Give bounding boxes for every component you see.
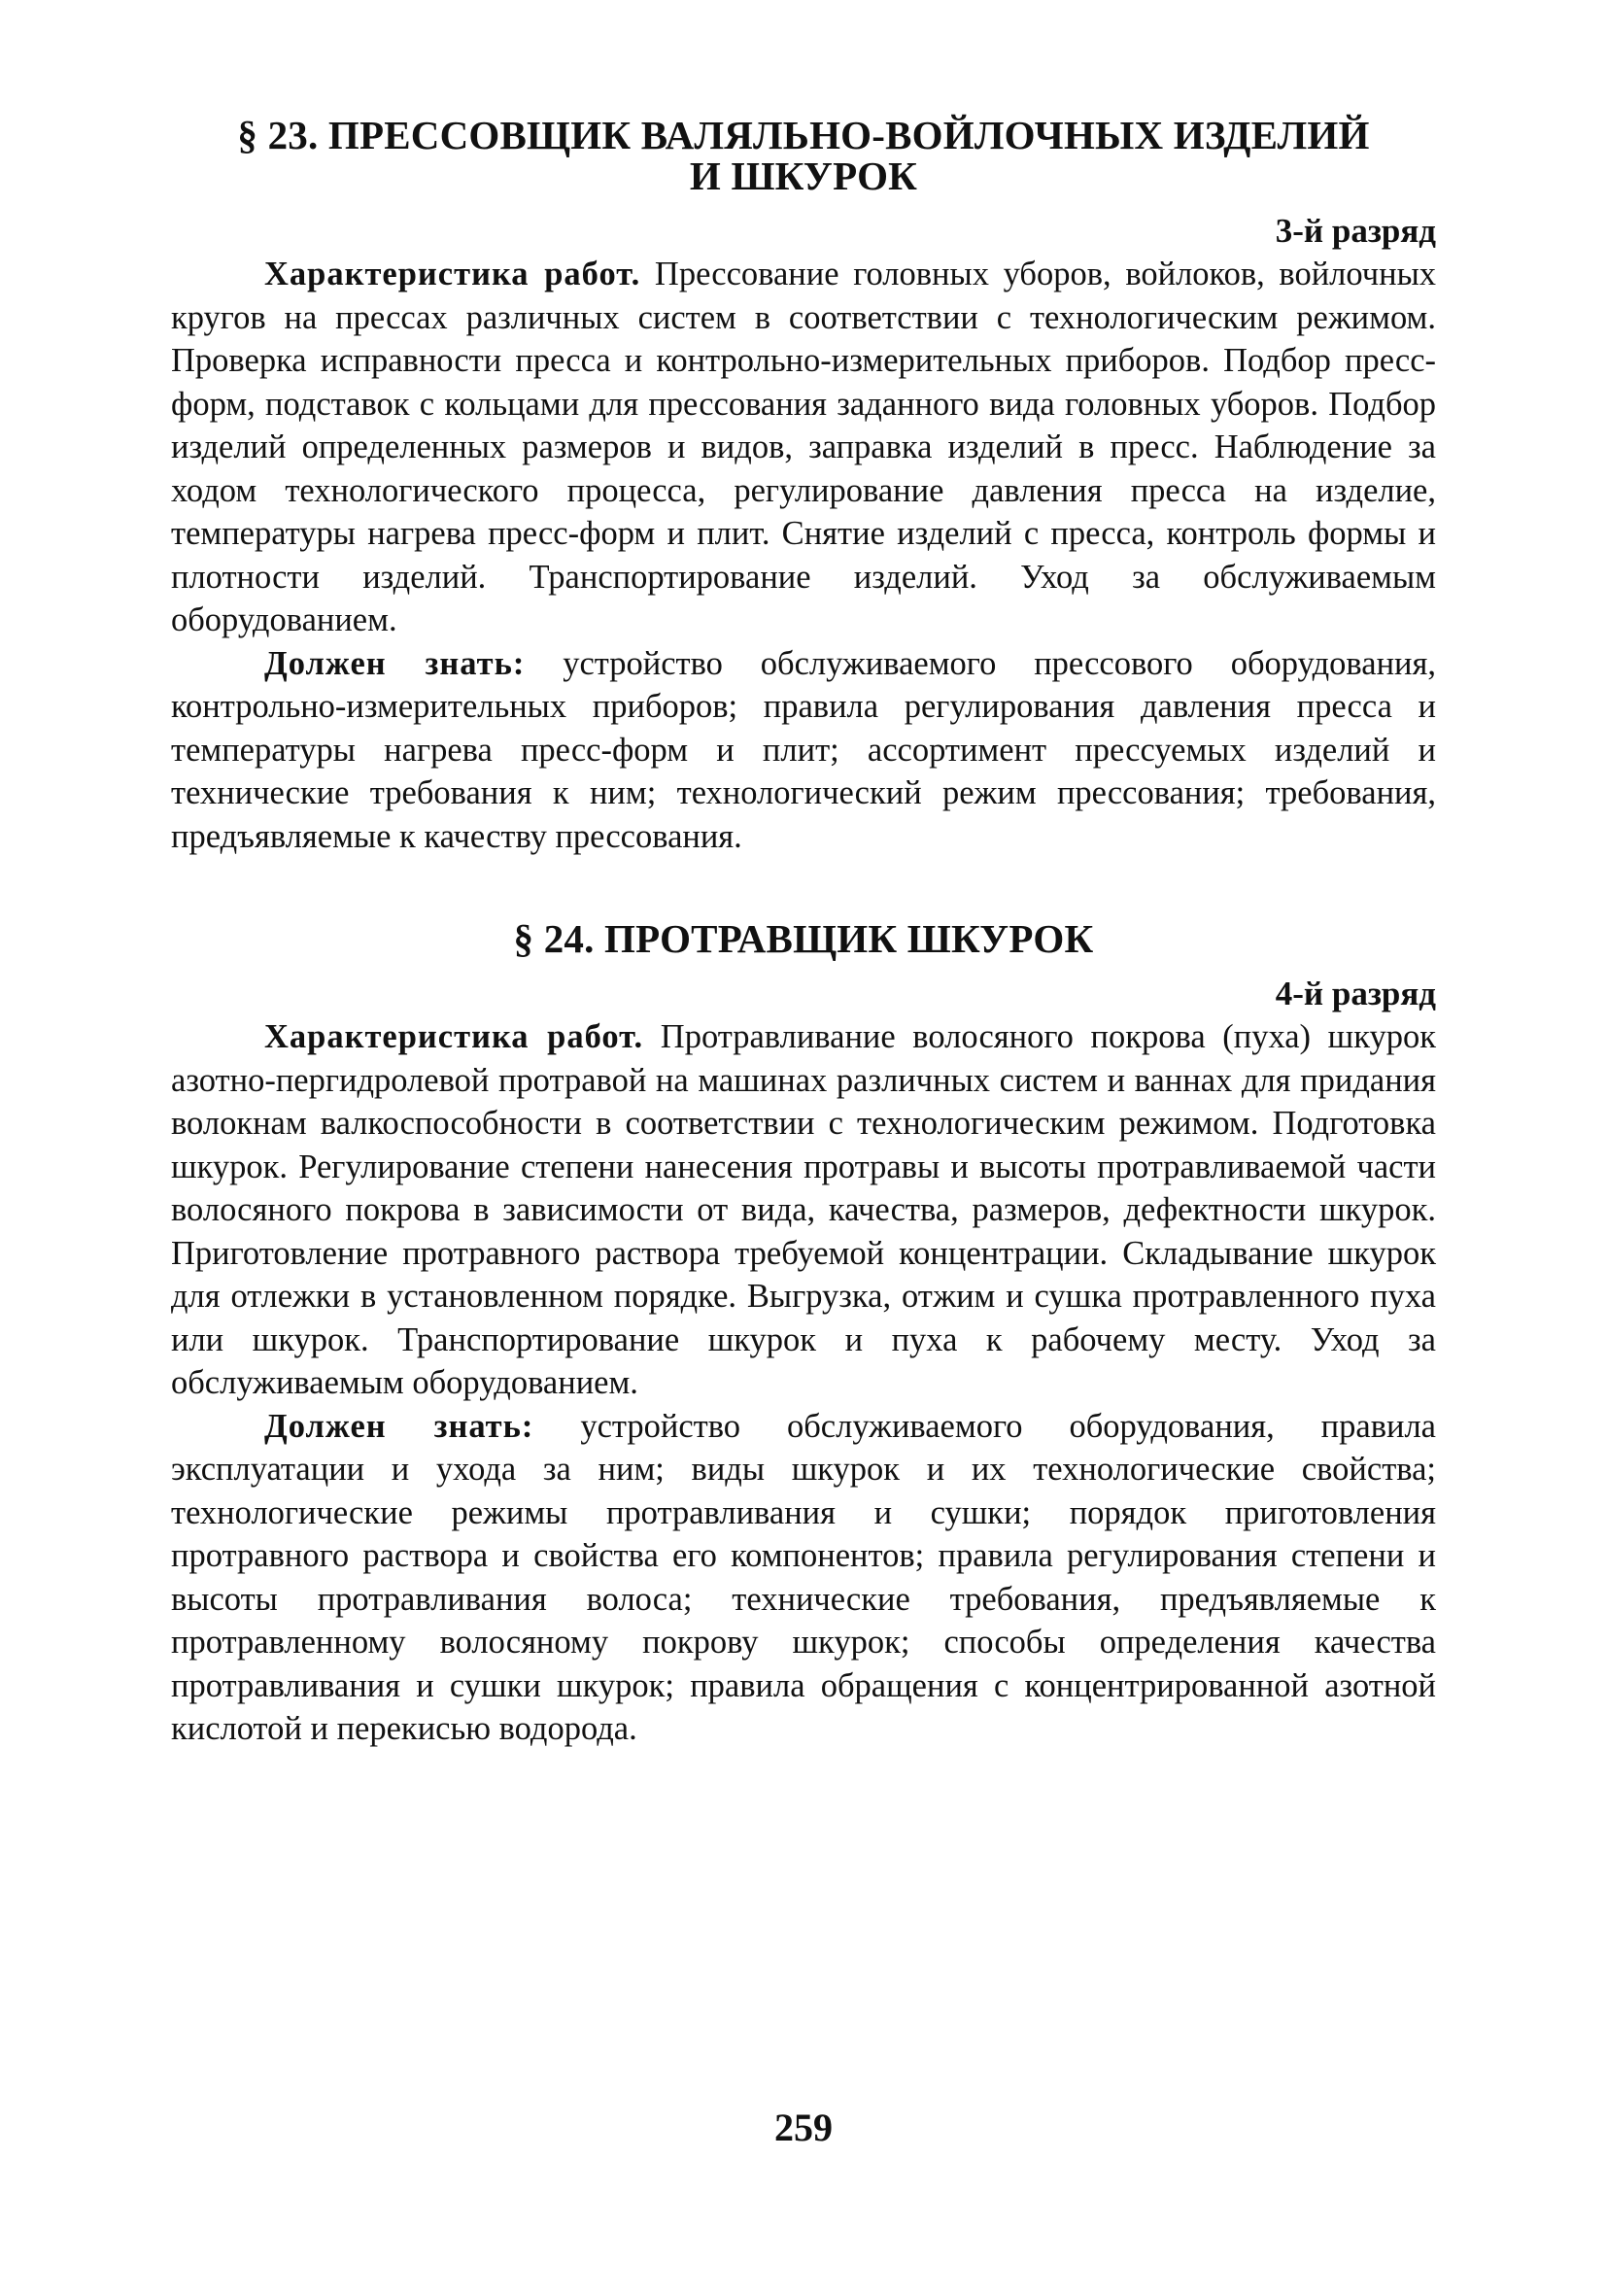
work-characteristics-text: Прессование головных уборов, войлоков, войлочных кругов на прессах различных систем в соответствии с технологическим режимом. Проверка исправности пресса и контрольно-измерительных приборов. Подбор пресс-форм, подставок с кольцами для прессования заданного вида головных уборов. Подбор изделий определенных размеров и видов, заправка изделий в пресс. Наблюдение за ходом технологического процесса, регулирование давления пресса на изделие, температуры нагрева пресс-форм и плит. Снятие изделий с пресса, контроль формы и плотности изделий. Транспортирование изделий. Уход за обслуживаемым оборудованием. <box>171 256 1436 638</box>
required-knowledge-label: Должен знать: <box>264 644 526 682</box>
required-knowledge-text: устройство обслуживаемого оборудования, правила эксплуатации и ухода за ним; виды шкурок и их технологические свойства; технологические режимы протравливания и сушки; порядок приготовления протравного раствора и свойства его компонентов; правила регулирования степени и высоты протравливания волоса; технические требования, предъявляемые к протравленному волосяному покрову шкурок; способы определения качества протравливания и сушки шкурок; правила обращения с концентрированной азотной кислотой и перекисью водорода. <box>171 1407 1436 1747</box>
required-knowledge-paragraph <box>171 1405 1436 1751</box>
grade-label: 3-й разряд <box>1275 212 1436 250</box>
section-title <box>171 115 1436 196</box>
required-knowledge-label: Должен знать: <box>264 1407 534 1445</box>
section-title-line-2: И ШКУРОК <box>689 154 918 198</box>
work-characteristics-text: Протравливание волосяного покрова (пуха) шкурок азотно-пергидролевой протравой на машинах различных систем и ваннах для придания волокнам валкоспособности в соответствии с технологическим режимом. Подготовка шкурок. Регулирование степени нанесения протравы и высоты протравливаемой части волосяного покрова в зависимости от вида, качества, размеров, дефектности шкурок. Приготовление протравного раствора требуемой концентрации. Складывание шкурок для отлежки в установленном порядке. Выгрузка, отжим и сушка протравленного пуха или шкурок. Транспортирование шкурок и пуха к рабочему месту. Уход за обслуживаемым оборудованием. <box>171 1018 1436 1401</box>
document-page <box>171 115 1436 1751</box>
required-knowledge-paragraph <box>171 642 1436 859</box>
grade-label: 4-й разряд <box>1275 975 1436 1012</box>
work-characteristics-paragraph <box>171 1015 1436 1405</box>
section-24 <box>171 918 1436 1751</box>
section-23 <box>171 115 1436 858</box>
section-title-line-1: § 23. ПРЕССОВЩИК ВАЛЯЛЬНО-ВОЙЛОЧНЫХ ИЗДЕЛИЙ <box>237 113 1370 157</box>
work-characteristics-paragraph <box>171 253 1436 642</box>
work-characteristics-label: Характеристика работ. <box>264 256 641 292</box>
work-characteristics-label: Характеристика работ. <box>264 1018 644 1055</box>
page-number: 259 <box>774 2106 833 2149</box>
required-knowledge-text: устройство обслуживаемого прессового оборудования, контрольно-измерительных приборов; правила регулирования давления пресса и температуры нагрева пресс-форм и плит; ассортимент прессуемых изделий и технические требования к ним; технологический режим прессования; требования, предъявляемые к качеству прессования. <box>171 644 1436 855</box>
section-title <box>171 918 1436 959</box>
section-title-line-1: § 24. ПРОТРАВЩИК ШКУРОК <box>513 916 1094 961</box>
